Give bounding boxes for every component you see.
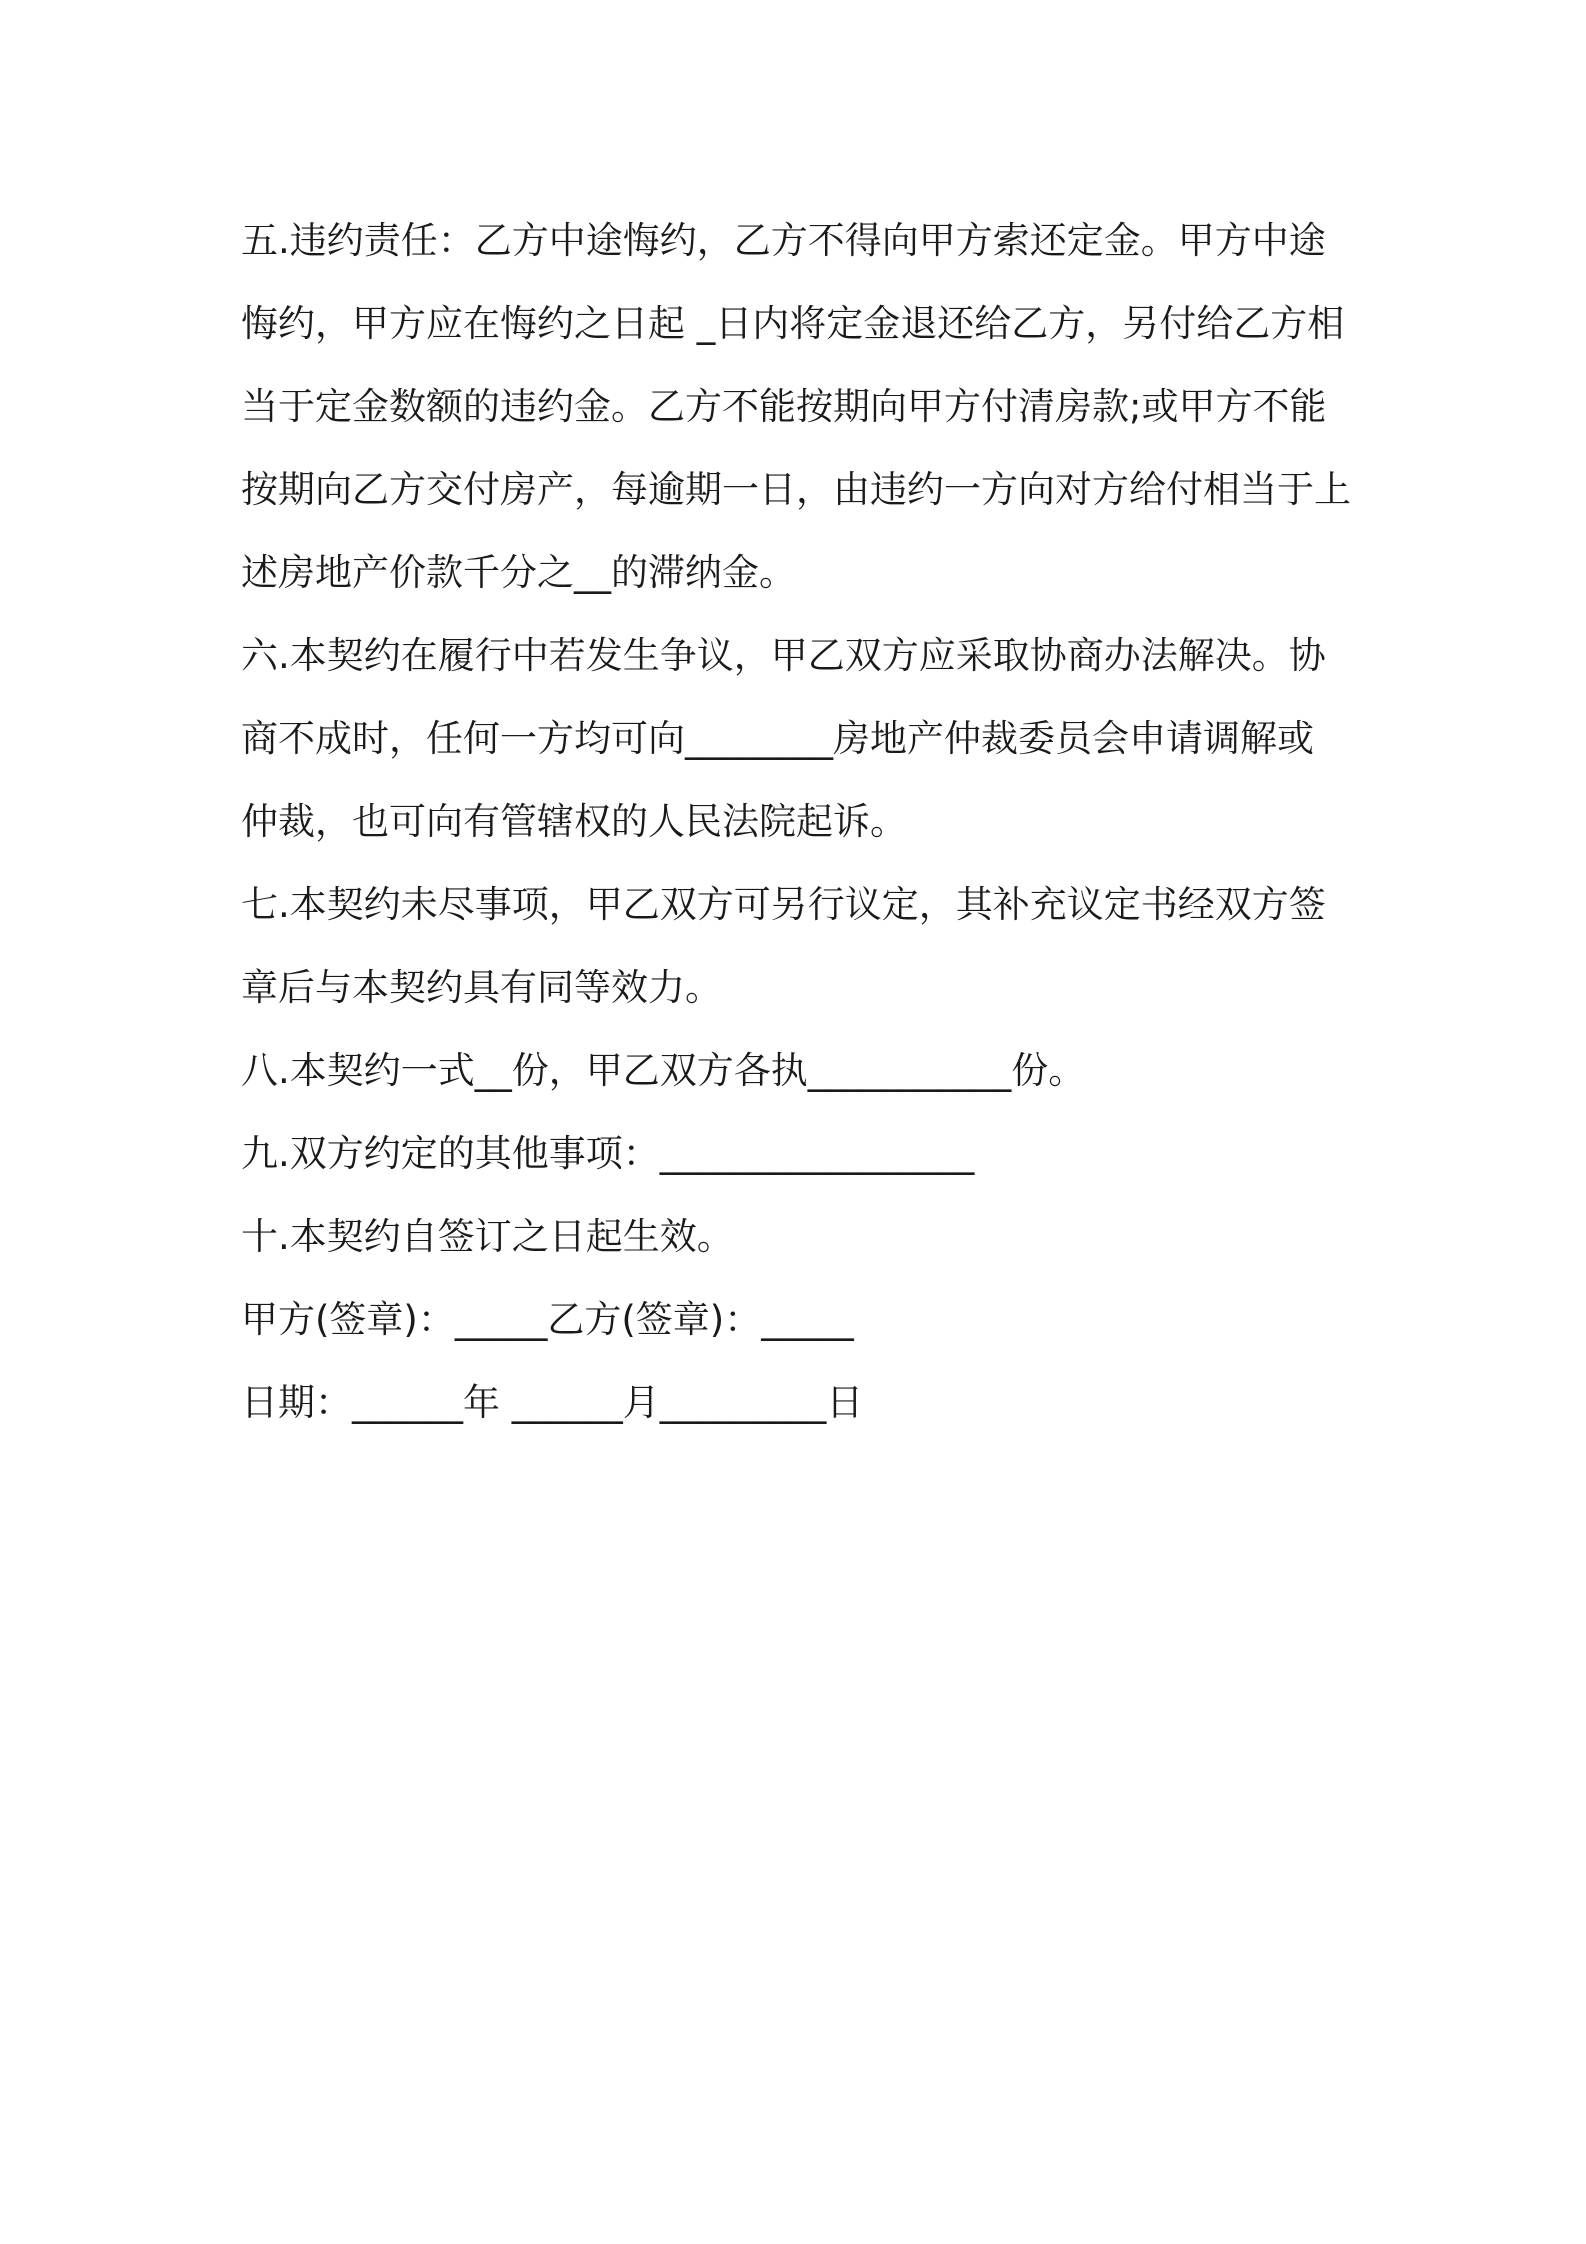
- clause-7-line-2: 章后与本契约具有同等效力。: [241, 966, 722, 1009]
- signature-line: 甲方(签章)：_____乙方(签章)：_____: [241, 1298, 854, 1341]
- clause-6-line-3: 仲裁，也可向有管辖权的人民法院起诉。: [241, 800, 907, 843]
- clause-8-line: 八.本契约一式__份，甲乙双方各执___________份。: [241, 1049, 1086, 1092]
- clause-5-line-2: 悔约，甲方应在悔约之日起 _日内将定金退还给乙方，另付给乙方相: [241, 302, 1345, 345]
- clause-7-line-1: 七.本契约未尽事项，甲乙双方可另行议定，其补充议定书经双方签: [241, 883, 1326, 926]
- clause-5-line-4: 按期向乙方交付房产，每逾期一日，由违约一方向对方给付相当于上: [241, 468, 1351, 511]
- clause-6-line-2: 商不成时，任何一方均可向________房地产仲裁委员会申请调解或: [241, 717, 1314, 760]
- contract-text-body: [241, 199, 1366, 1444]
- date-line: 日期：______年 ______月_________日: [241, 1381, 864, 1424]
- clause-5-line-1: 五.违约责任：乙方中途悔约，乙方不得向甲方索还定金。甲方中途: [241, 219, 1326, 262]
- clause-5-line-3: 当于定金数额的违约金。乙方不能按期向甲方付清房款;或甲方不能: [241, 385, 1327, 428]
- clause-10-line: 十.本契约自签订之日起生效。: [241, 1215, 734, 1258]
- clause-9-line: 九.双方约定的其他事项：_________________: [241, 1132, 975, 1175]
- clause-6-line-1: 六.本契约在履行中若发生争议，甲乙双方应采取协商办法解决。协: [241, 634, 1326, 677]
- clause-5-line-5: 述房地产价款千分之__的滞纳金。: [241, 551, 796, 594]
